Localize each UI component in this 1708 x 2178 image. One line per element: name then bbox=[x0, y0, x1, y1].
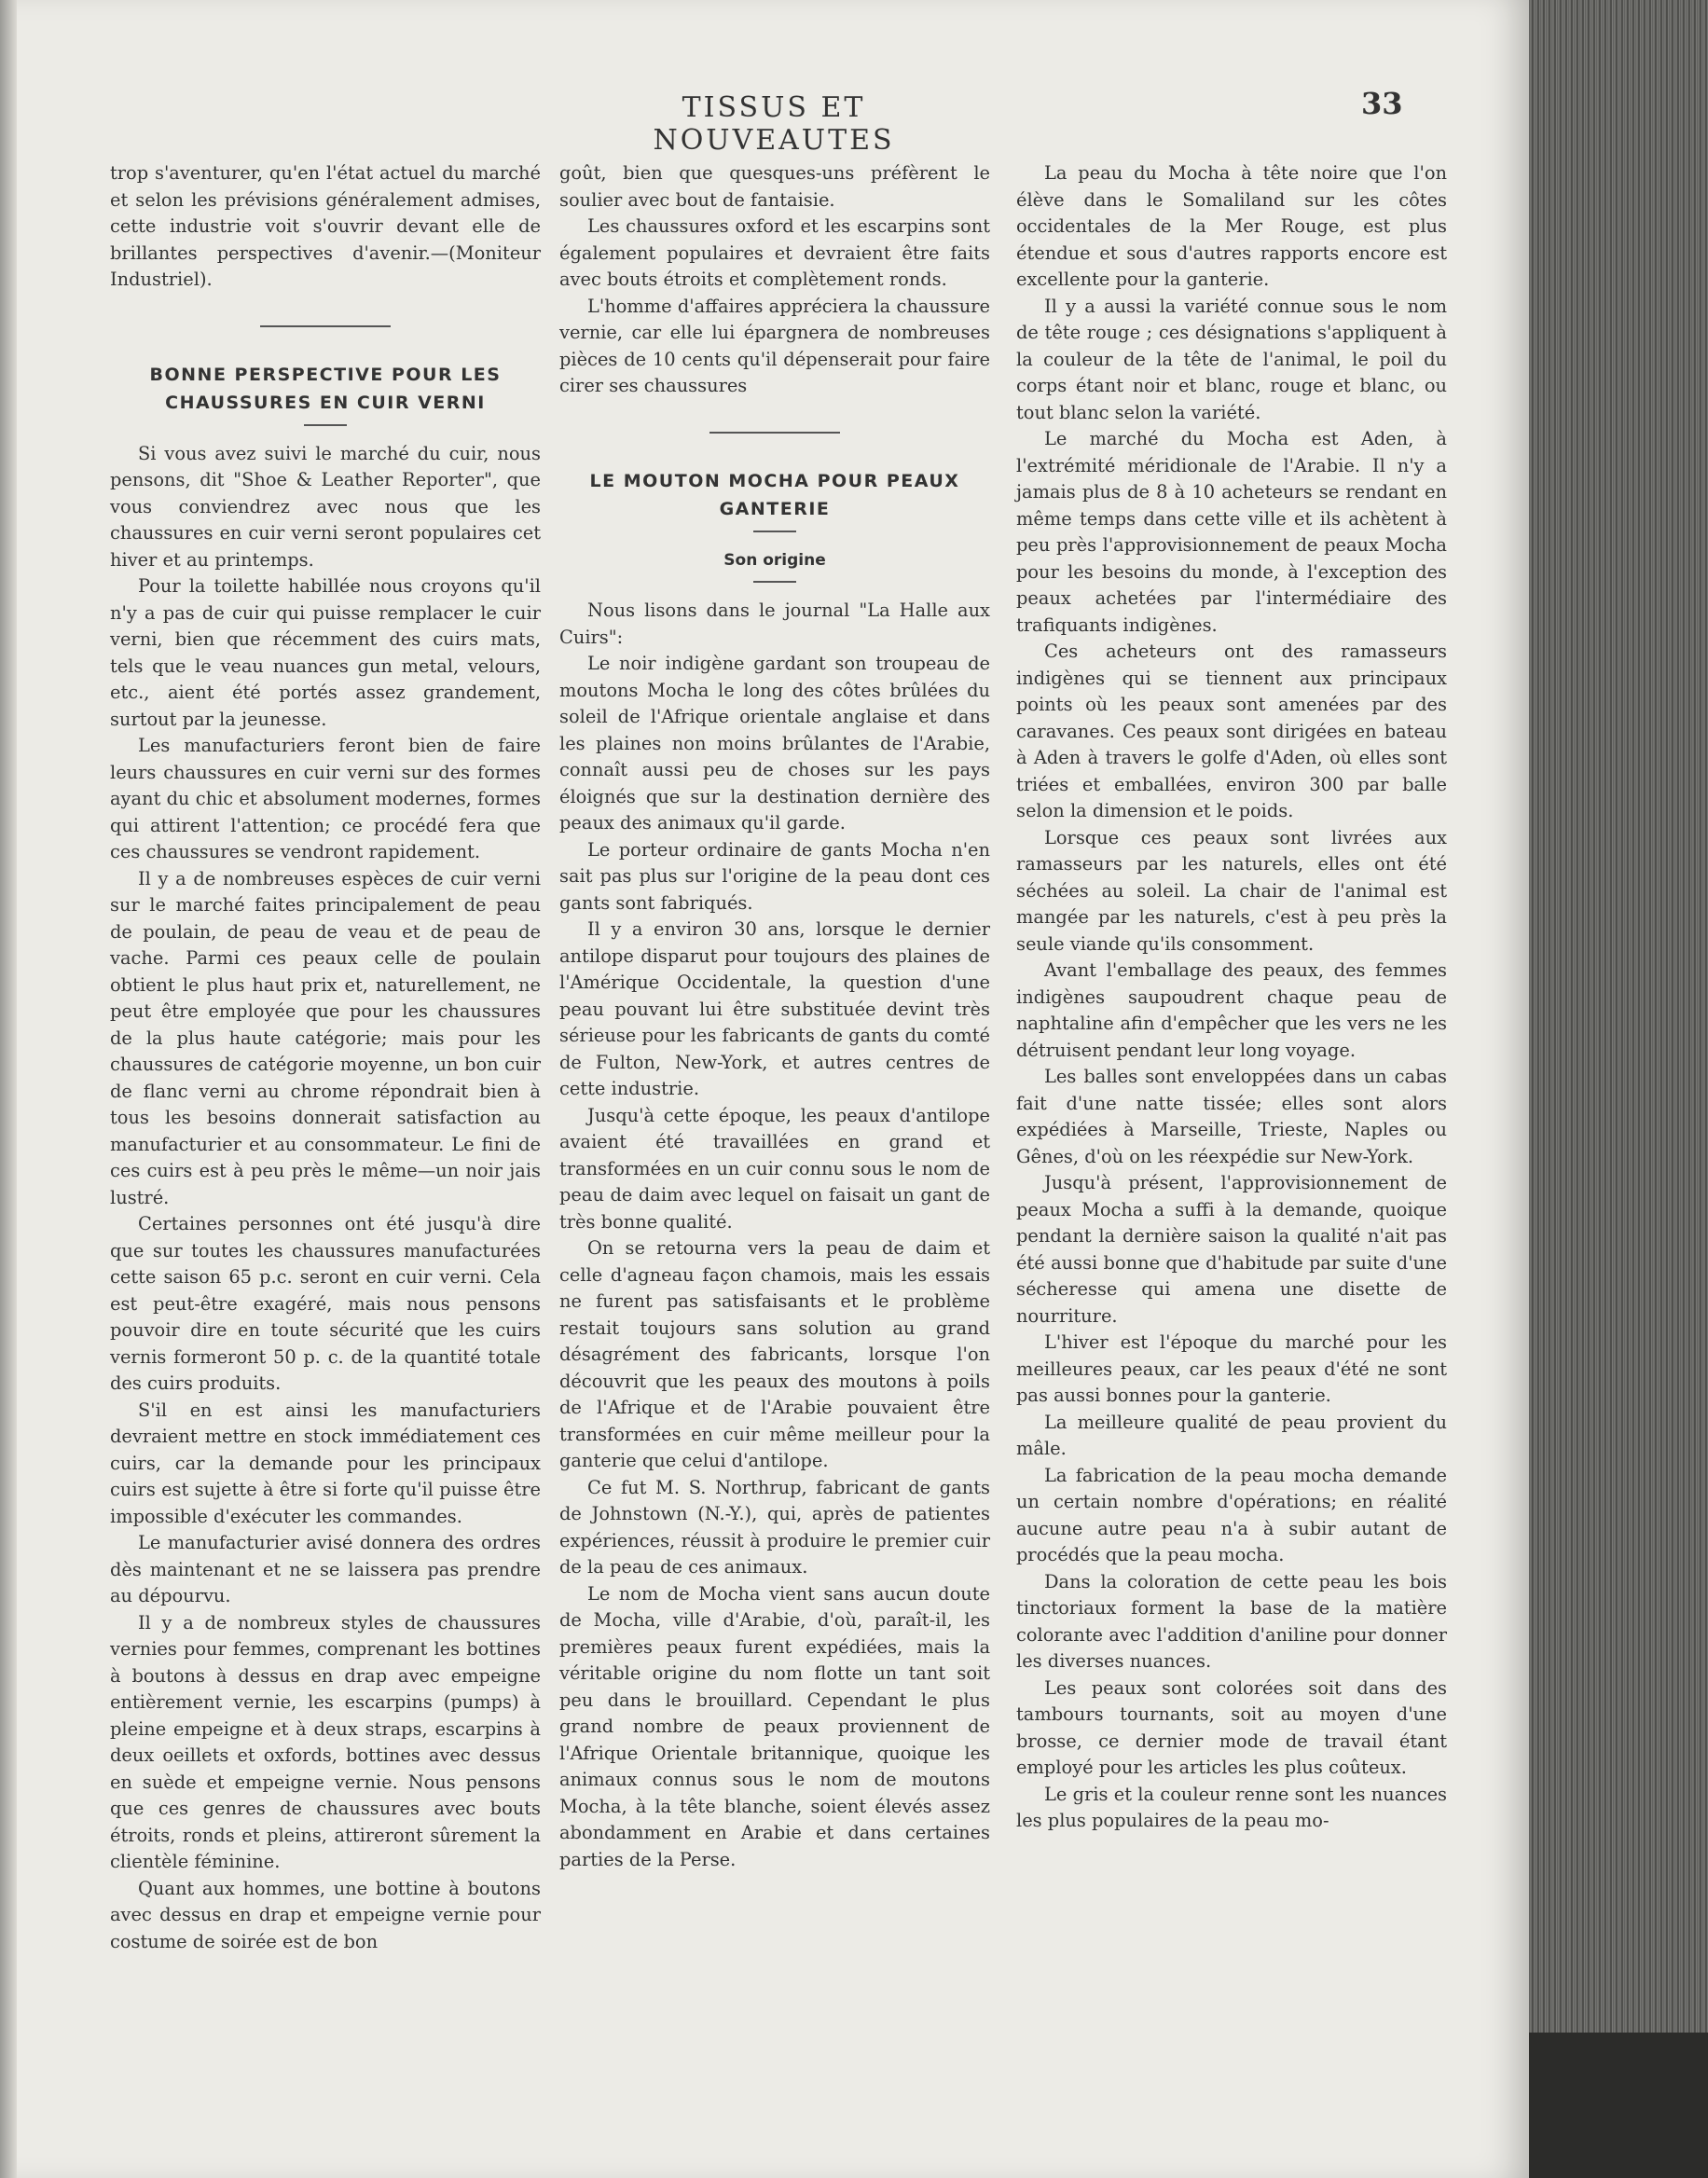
paragraph: Jusqu'à présent, l'approvisionnement de peaux Mocha a suffi à la demande, quoique pendant la dernière saison la qualité n'ait pas été aussi bonne que d'habitude par suite d'une sécheresse qui amena une disette de nourriture. bbox=[1016, 1172, 1447, 1327]
paragraph: goût, bien que quesques-uns préfèrent le soulier avec bout de fantaisie. bbox=[559, 162, 990, 211]
paragraph: Avant l'emballage des peaux, des femmes indigènes saupoudrent chaque peau de naphtaline afin d'empêcher que les vers ne les détruisent pendant leur long voyage. bbox=[1016, 959, 1447, 1061]
subtitle-rule bbox=[753, 581, 796, 583]
title-rule bbox=[753, 531, 796, 532]
paragraph: Pour la toilette habillée nous croyons qu'il n'y a pas de cuir qui puisse remplacer le cuir verni, bien que récemment des cuirs mats, tels que le veau nuances gun metal, velours, etc., aient été portés assez grandement, surtout par la jeunesse. bbox=[110, 575, 541, 730]
paragraph: Nous lisons dans le journal "La Halle aux Cuirs": bbox=[559, 600, 990, 648]
paragraph: Les peaux sont colorées soit dans des tambours tournants, soit au moyen d'une brosse, ce dernier mode de travail étant employé pour les articles les plus coûteux. bbox=[1016, 1676, 1447, 1778]
title-rule bbox=[304, 424, 347, 426]
paragraph: Les balles sont enveloppées dans un cabas fait d'une natte tissée; elles sont alors expédiées à Marseille, Trieste, Naples ou Gênes, d'où on les réexpédie sur New-York. bbox=[1016, 1066, 1447, 1167]
section-divider bbox=[260, 325, 391, 327]
paragraph: Il y a de nombreux styles de chaussures vernies pour femmes, comprenant les bottines à boutons à dessus en drap avec empeigne entièrement vernie, les escarpins (pumps) à pleine empeigne et à deux straps, escarpins à deux oeillets et oxfords, bottines avec dessus en suède et empeigne vernie. Nous pensons que ces genres de chaussures avec bouts étroits, ronds et pleins, attireront sûrement la clientèle féminine. bbox=[110, 1611, 541, 1872]
paragraph: On se retourna vers la peau de daim et celle d'agneau façon chamois, mais les essais ne furent pas satisfaisants et le problème restait toujours sans solution au grand désagrément des fabricants, lorsque l'on découvrit que les peaux des moutons à poils de l'Afrique et de l'Arabie pouvaient être transformées en cuir même meilleur pour la ganterie que celui d'antilope. bbox=[559, 1237, 990, 1471]
paragraph: L'hiver est l'époque du marché pour les meilleures peaux, car les peaux d'été ne sont pas aussi bonnes pour la ganterie. bbox=[1016, 1331, 1447, 1406]
paragraph: Ce fut M. S. Northrup, fabricant de gants de Johnstown (N.-Y.), qui, après de patientes expériences, réussit à produire le premier cuir de la peau de ces animaux. bbox=[559, 1476, 990, 1578]
paragraph: S'il en est ainsi les manufacturiers devraient mettre en stock immédiatement ces cuirs, car la demande pour les principaux cuirs est sujette à être si forte qu'il puisse être impossible d'exécuter les commandes. bbox=[110, 1399, 541, 1527]
paragraph: Il y a aussi la variété connue sous le nom de tête rouge ; ces désignations s'appliquent à la couleur de la tête de l'animal, le poil du corps étant noir et blanc, rouge et blanc, ou tout blanc selon la variété. bbox=[1016, 295, 1447, 423]
paragraph: Le gris et la couleur renne sont les nuances les plus populaires de la peau mo- bbox=[1016, 1783, 1447, 1831]
running-title: TISSUS ET NOUVEAUTES bbox=[653, 91, 895, 157]
paragraph: Le noir indigène gardant son troupeau de moutons Mocha le long des côtes brûlées du soleil de l'Afrique orientale anglaise et dans les plaines non moins brûlantes de l'Arabie, connaît aussi peu de choses sur les pays éloignés que sur la destination dernière des peaux des animaux qu'il garde. bbox=[559, 653, 990, 834]
column-3 bbox=[1016, 160, 1447, 1835]
page-left-edge bbox=[0, 0, 17, 2178]
column-1 bbox=[110, 160, 541, 1955]
paragraph: Le manufacturier avisé donnera des ordres dès maintenant et ne se laissera pas prendre au dépourvu. bbox=[110, 1532, 541, 1606]
section-divider bbox=[709, 432, 840, 434]
paragraph: Lorsque ces peaux sont livrées aux ramasseurs par les naturels, elles ont été séchées au soleil. La chair de l'animal est mangée par les naturels, c'est à peu près la seule viande qu'ils consomment. bbox=[1016, 826, 1447, 955]
column-2 bbox=[559, 160, 990, 1873]
paragraph: La peau du Mocha à tête noire que l'on élève dans le Somaliland sur les côtes occidentales de la Mer Rouge, est plus étendue et sous d'autres rapports encore est excellente pour la ganterie. bbox=[1016, 162, 1447, 290]
paragraph: Le porteur ordinaire de gants Mocha n'en sait pas plus sur l'origine de la peau dont ces gants sont fabriqués. bbox=[559, 838, 990, 914]
book-cover-shadow bbox=[1529, 2033, 1708, 2178]
page-number: 33 bbox=[1361, 86, 1403, 121]
paragraph: Les manufacturiers feront bien de faire leurs chaussures en cuir verni sur des formes ayant du chic et absolument modernes, formes qui attirent l'attention; ce procédé fera que ces chaussures se vendront rapidement. bbox=[110, 735, 541, 862]
paragraph: Le marché du Mocha est Aden, à l'extrémité méridionale de l'Arabie. Il n'y a jamais plus de 8 à 10 acheteurs se rendant en même temps dans cette ville et ils achètent à peu près l'approvisionnement de peaux Mocha pour les besoins du monde, à l'exception des peaux achetées par l'intermédiaire des trafiquants indigènes. bbox=[1016, 428, 1447, 636]
intro-paragraph: trop s'aventurer, qu'en l'état actuel du marché et selon les prévisions généralement admises, cette industrie voit s'ouvrir devant elle de brillantes perspectives d'avenir.—(Moniteur Industriel). bbox=[110, 162, 541, 290]
paragraph: Quant aux hommes, une bottine à boutons avec dessus en drap et empeigne vernie pour costume de soirée est de bon bbox=[110, 1877, 541, 1952]
paragraph: Le nom de Mocha vient sans aucun doute de Mocha, ville d'Arabie, d'où, paraît-il, les premières peaux furent expédiées, mais la véritable origine du nom flotte un tant soit peu dans le brouillard. Cependant le plus grand nombre de peaux proviennent de l'Afrique Orientale britannique, quoique les animaux connus sous le nom de moutons Mocha, à la tête blanche, soient élevés assez abondamment en Arabie et dans certaines parties de la Perse. bbox=[559, 1582, 990, 1870]
paragraph: Ces acheteurs ont des ramasseurs indigènes qui se tiennent aux principaux points où les peaux sont amenées par des caravanes. Ces peaux sont dirigées en bateau à Aden à travers le golfe d'Aden, où elles sont triées et emballées, environ 300 par balle selon la dimension et le poids. bbox=[1016, 641, 1447, 821]
paragraph: Il y a environ 30 ans, lorsque le dernier antilope disparut pour toujours des plaines de l'Amérique Occidentale, la question d'une peau pouvant lui être substituée devint très sérieuse pour les fabricants de gants du comté de Fulton, New-York, et autres centres de cette industrie. bbox=[559, 918, 990, 1099]
paragraph: Jusqu'à cette époque, les peaux d'antilope avaient été travaillées en grand et transformées en un cuir connu sous le nom de peau de daim avec lequel on faisait un gant de très bonne qualité. bbox=[559, 1104, 990, 1233]
paragraph: Dans la coloration de cette peau les bois tinctoriaux forment la base de la matière colorante avec l'addition d'aniline pour donner les diverses nuances. bbox=[1016, 1570, 1447, 1672]
paragraph: La fabrication de la peau mocha demande un certain nombre d'opérations; en réalité aucune autre peau n'a à subir autant de procédés que la peau mocha. bbox=[1016, 1464, 1447, 1565]
paragraph: Les chaussures oxford et les escarpins sont également populaires et devraient être faits avec bouts étroits et complètement ronds. bbox=[559, 215, 990, 290]
article-subtitle: Son origine bbox=[723, 550, 826, 570]
book-page-edges bbox=[1529, 0, 1708, 2178]
article-title: BONNE PERSPECTIVE POUR LES CHAUSSURES EN CUIR VERNI bbox=[149, 364, 502, 413]
paragraph: Si vous avez suivi le marché du cuir, nous pensons, dit "Shoe & Leather Reporter", que vous conviendrez avec nous que les chaussures en cuir verni seront populaires cet hiver et au printemps. bbox=[110, 442, 541, 571]
article-title: LE MOUTON MOCHA POUR PEAUX GANTERIE bbox=[589, 470, 960, 519]
paragraph: Certaines personnes ont été jusqu'à dire que sur toutes les chaussures manufacturées cette saison 65 p.c. seront en cuir verni. Cela est peut-être exagéré, mais nous pensons pouvoir dire en toute sécurité que les cuirs vernis formeront 50 p. c. de la quantité totale des cuirs produits. bbox=[110, 1213, 541, 1394]
paragraph: L'homme d'affaires appréciera la chaussure vernie, car elle lui épargnera de nombreuses pièces de 10 cents qu'il dépenserait pour faire cirer ses chaussures bbox=[559, 295, 990, 396]
paragraph: La meilleure qualité de peau provient du mâle. bbox=[1016, 1411, 1447, 1459]
paragraph: Il y a de nombreuses espèces de cuir verni sur le marché faites principalement de peau de poulain, de peau de veau et de peau de vache. Parmi ces peaux celle de poulain obtient le plus haut prix et, naturellement, ne peut être employée que pour les chaussures de la plus haute catégorie; mais pour les chaussures de catégorie moyenne, un bon cuir de flanc verni au chrome répondrait bien à tous les besoins donnerait satisfaction au manufacturier et au consommateur. Le fini de ces cuirs est à peu près le même—un noir jais lustré. bbox=[110, 867, 541, 1208]
